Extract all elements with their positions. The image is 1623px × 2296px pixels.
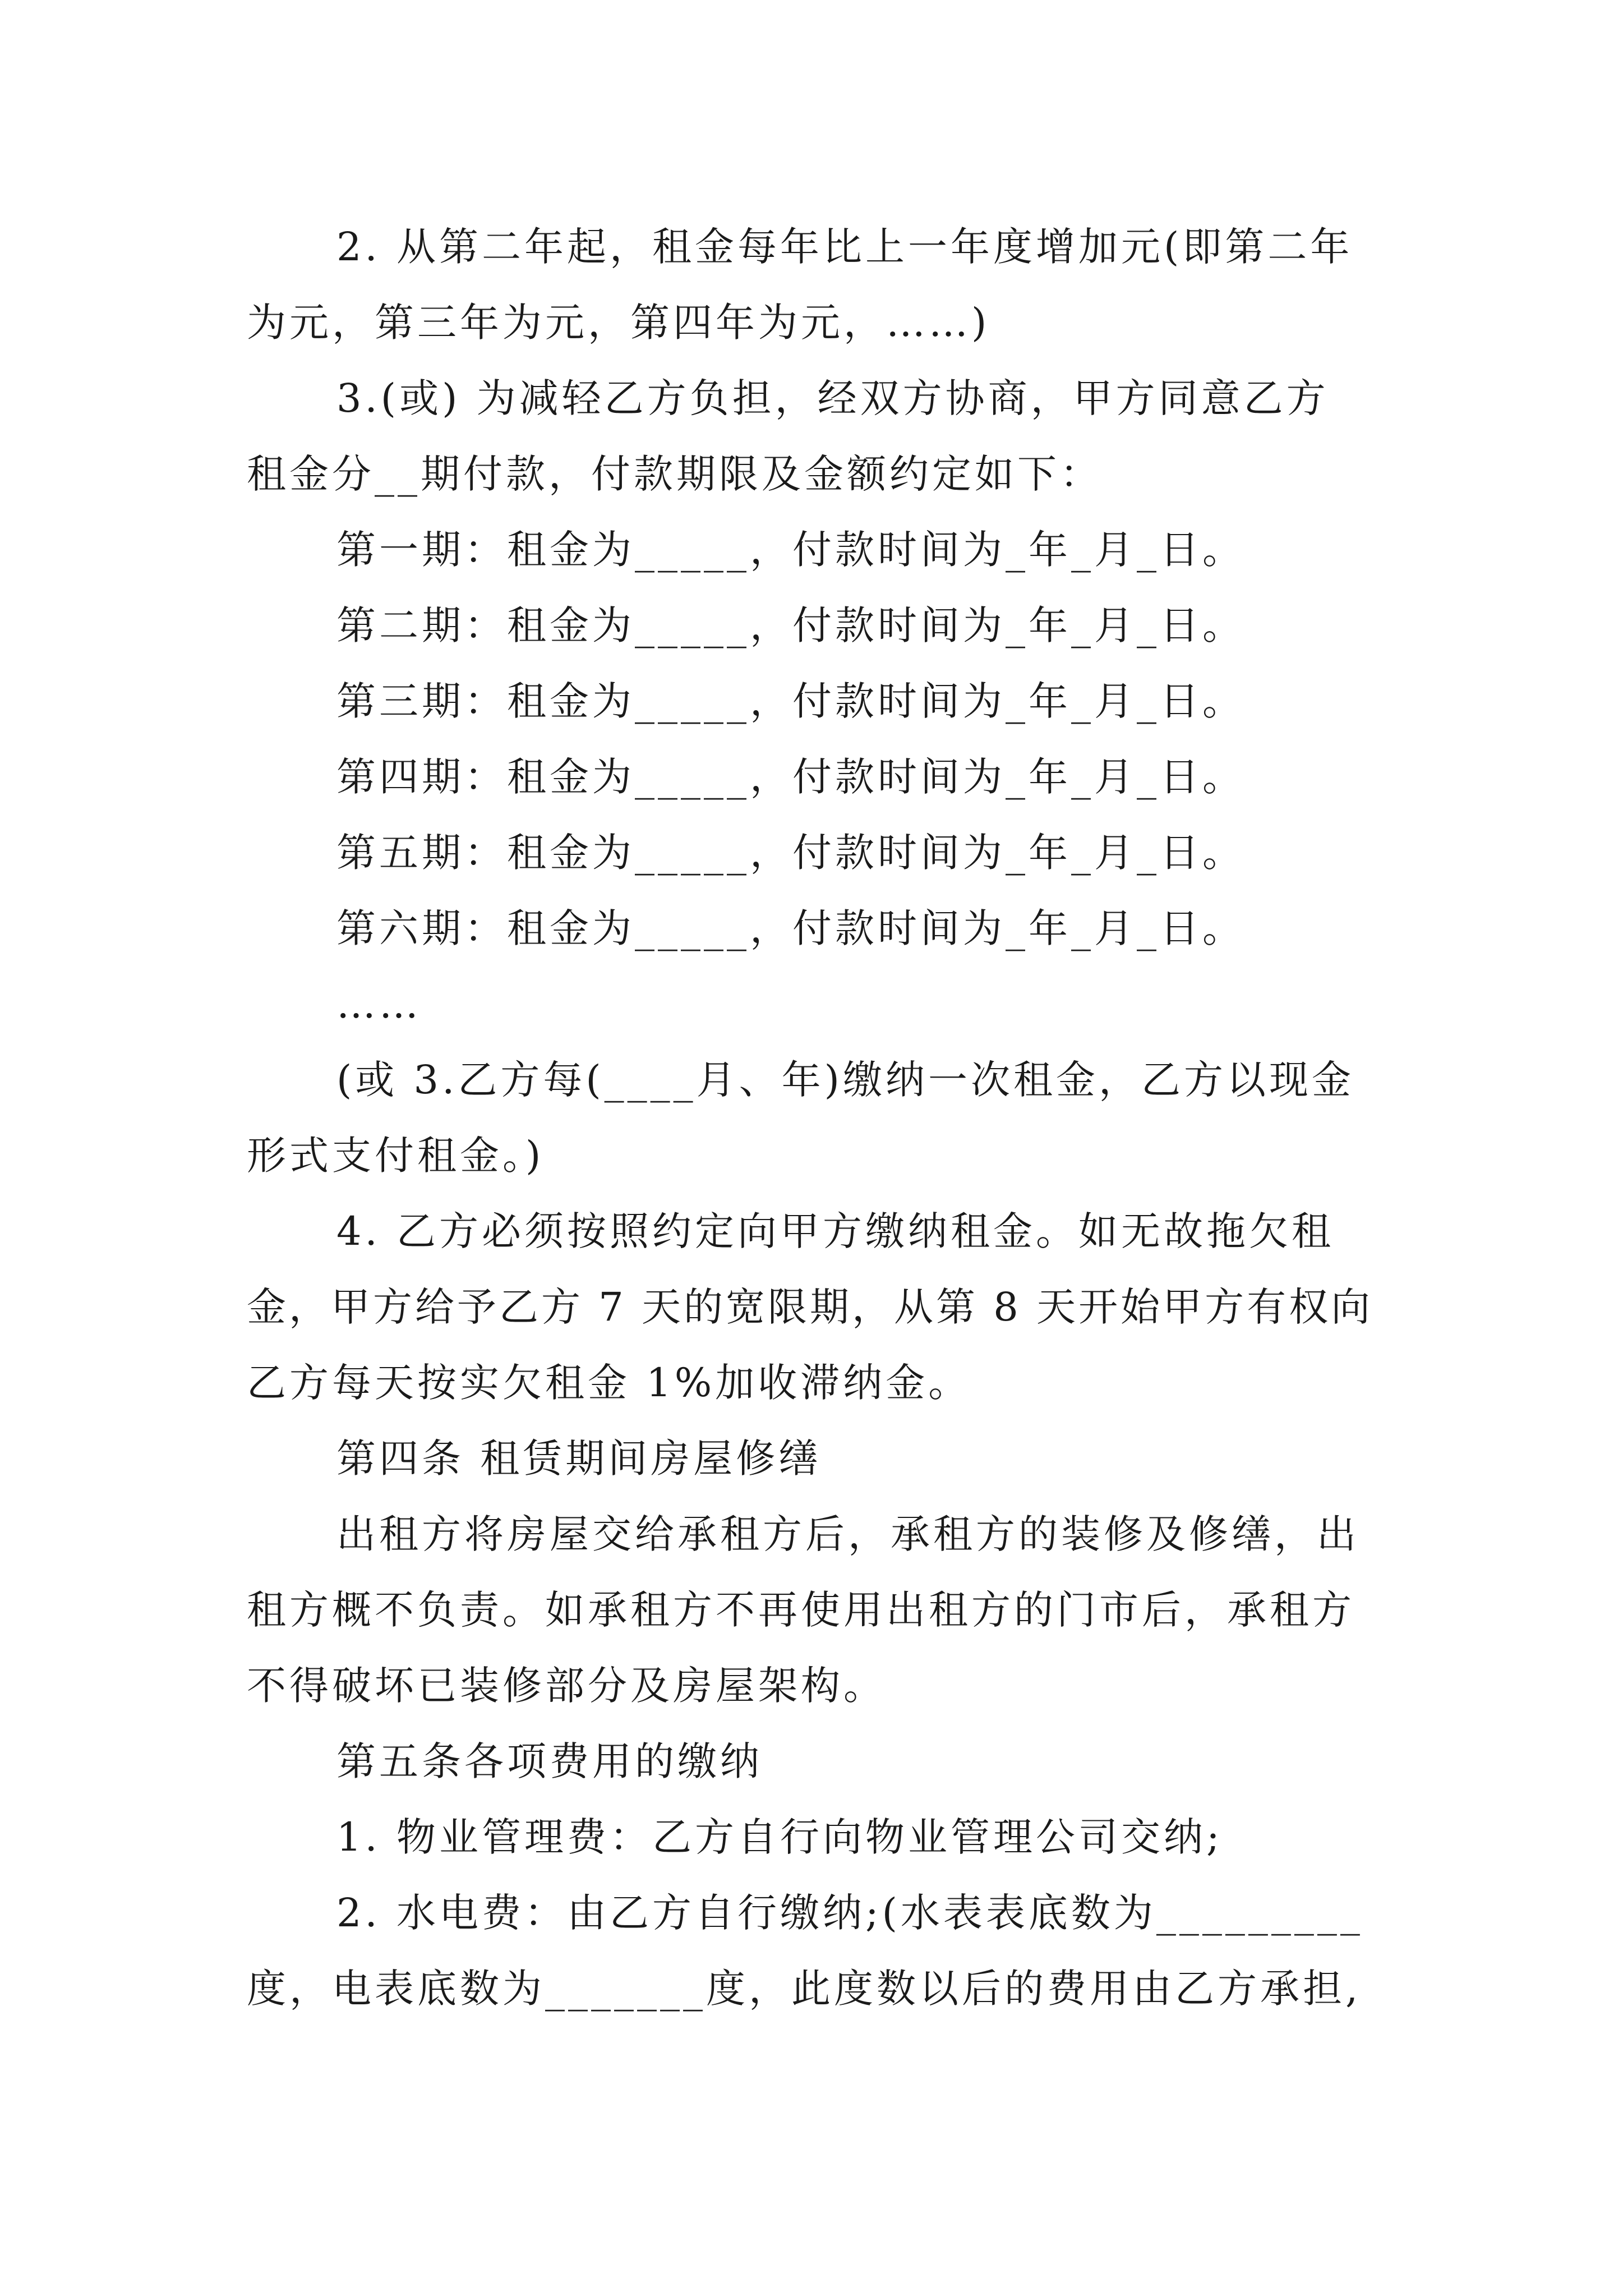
text-line: 第四期：租金为_____，付款时间为_年_月_日。 [336, 754, 1245, 800]
text-line: 4. 乙方必须按照约定向甲方缴纳租金。如无故拖欠租 [336, 1208, 1335, 1254]
text-line: 形式支付租金。) [247, 1133, 545, 1179]
text-line: 度，电表底数为_______度，此度数以后的费用由乙方承担, [247, 1966, 1362, 2012]
text-line: 2. 水电费：由乙方自行缴纳;(水表表底数为_________ [336, 1890, 1363, 1936]
text-line: 不得破坏已装修部分及房屋架构。 [247, 1663, 886, 1709]
text-line: 乙方每天按实欠租金 1%加收滞纳金。 [247, 1360, 971, 1406]
text-line: 出租方将房屋交给承租方后，承租方的装修及修缮，出 [336, 1511, 1359, 1557]
text-line: 租方概不负责。如承租方不再使用出租方的门市后，承租方 [247, 1587, 1355, 1633]
text-line: 2. 从第二年起，租金每年比上一年度增加元(即第二年 [336, 224, 1353, 270]
text-line: 租金分__期付款，付款期限及金额约定如下： [247, 451, 1103, 497]
text-line: 第五期：租金为_____，付款时间为_年_月_日。 [336, 830, 1245, 876]
text-line: 1. 物业管理费：乙方自行向物业管理公司交纳; [336, 1814, 1223, 1860]
text-line: 第六期：租金为_____，付款时间为_年_月_日。 [336, 905, 1245, 951]
text-line: (或 3.乙方每(____月、年)缴纳一次租金，乙方以现金 [336, 1057, 1354, 1103]
text-line: 第一期：租金为_____，付款时间为_年_月_日。 [336, 527, 1245, 573]
text-line: 金，甲方给予乙方 7 天的宽限期，从第 8 天开始甲方有权向 [247, 1284, 1373, 1330]
text-line: …… [336, 981, 422, 1027]
text-line: 3.(或) 为减轻乙方负担，经双方协商，甲方同意乙方 [336, 375, 1329, 421]
section-heading: 第五条各项费用的缴纳 [336, 1738, 763, 1784]
section-heading: 第四条 租赁期间房屋修缮 [336, 1435, 822, 1481]
text-line: 第三期：租金为_____，付款时间为_年_月_日。 [336, 678, 1245, 724]
text-line: 第二期：租金为_____，付款时间为_年_月_日。 [336, 602, 1245, 648]
text-line: 为元，第三年为元，第四年为元，……) [247, 300, 990, 346]
